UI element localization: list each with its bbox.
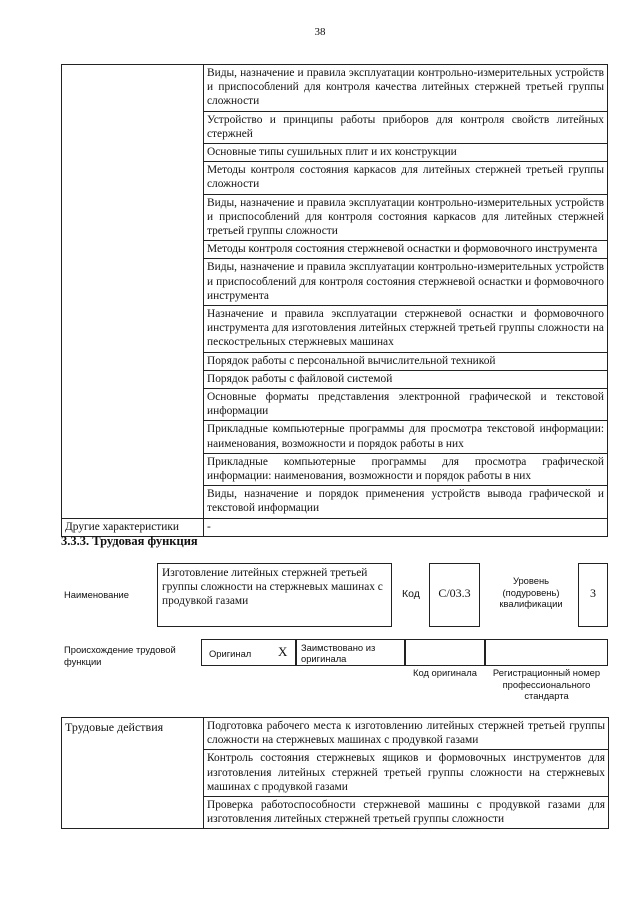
labor-actions-table — [61, 717, 609, 829]
origin-code-cell — [405, 639, 485, 666]
table-row — [62, 718, 609, 750]
knowledge-item: Назначение и правила эксплуатации стержневой оснастки и формовочного инструмента для изготовления литейных стержней третьей группы сложности на пескострельных стержневых машинах — [204, 306, 608, 353]
origin-original-mark: X — [278, 644, 288, 659]
knowledge-item: Виды, назначение и правила эксплуатации контрольно-измерительных устройств и приспособлений для контроля состояния стержневой оснастки и формовочного инструмента — [204, 259, 608, 306]
level-label: Уровень (подуровень) квалификации — [499, 575, 563, 609]
knowledge-item: Порядок работы с персональной вычислительной техникой — [204, 352, 608, 370]
code-value: C/03.3 — [429, 563, 480, 627]
knowledge-item: Прикладные компьютерные программы для просмотра графической информации: наименования, возможности и порядок работы в них — [204, 453, 608, 485]
code-label: Код — [402, 588, 420, 600]
other-characteristics-label: Другие характеристики — [62, 518, 204, 536]
origin-original-label: Оригинал — [209, 648, 252, 659]
knowledge-table — [61, 64, 608, 537]
code-original-caption: Код оригинала — [413, 667, 477, 678]
knowledge-item: Основные форматы представления электронной графической и текстовой информации — [204, 389, 608, 421]
knowledge-item: Виды, назначение и порядок применения устройств вывода графической и текстовой информации — [204, 486, 608, 518]
origin-original-cell — [201, 639, 296, 666]
knowledge-item: Виды, назначение и правила эксплуатации контрольно-измерительных устройств и приспособлений для контроля состояния каркасов для литейных стержней третьей группы сложности — [204, 194, 608, 241]
name-value: Изготовление литейных стержней третьей группы сложности на стержневых машинах с продувкой газами — [157, 563, 392, 627]
knowledge-item: Методы контроля состояния стержневой оснастки и формовочного инструмента — [204, 241, 608, 259]
knowledge-label-cell — [62, 65, 204, 519]
level-value: 3 — [578, 563, 608, 627]
knowledge-item: Прикладные компьютерные программы для просмотра текстовой информации: наименования, возможности и порядок работы в них — [204, 421, 608, 453]
table-row — [62, 65, 608, 112]
knowledge-item: Устройство и принципы работы приборов для контроля свойств литейных стержней — [204, 111, 608, 143]
labor-action-item: Проверка работоспособности стержневой машины с продувкой газами для изготовления литейных стержней третьей группы сложности — [204, 797, 609, 829]
origin-borrowed-label: Заимствовано из оригинала — [301, 642, 376, 664]
reg-number-caption: Регистрационный номер профессионального стандарта — [492, 667, 601, 701]
origin-label: Происхождение трудовой функции — [64, 644, 176, 667]
labor-actions-header: Трудовые действия — [62, 718, 204, 829]
origin-borrowed-cell — [296, 639, 405, 666]
other-characteristics-value: - — [204, 518, 608, 536]
page-number: 38 — [314, 26, 326, 38]
name-label: Наименование — [64, 589, 129, 600]
knowledge-item: Виды, назначение и правила эксплуатации контрольно-измерительных устройств и приспособлений для контроля качества литейных стержней третьей группы сложности — [204, 65, 608, 112]
section-heading: 3.3.3. Трудовая функция — [61, 534, 198, 548]
labor-action-item: Контроль состояния стержневых ящиков и формовочных инструментов для изготовления литейных стержней третьей группы сложности на стержневых машинах с продувкой газами — [204, 750, 609, 797]
knowledge-item: Порядок работы с файловой системой — [204, 370, 608, 388]
knowledge-item: Методы контроля состояния каркасов для литейных стержней третьей группы сложности — [204, 162, 608, 194]
knowledge-item: Основные типы сушильных плит и их конструкции — [204, 144, 608, 162]
origin-reg-cell — [485, 639, 608, 666]
labor-action-item: Подготовка рабочего места к изготовлению литейных стержней третьей группы сложности на стержневых машинах с продувкой газами — [204, 718, 609, 750]
